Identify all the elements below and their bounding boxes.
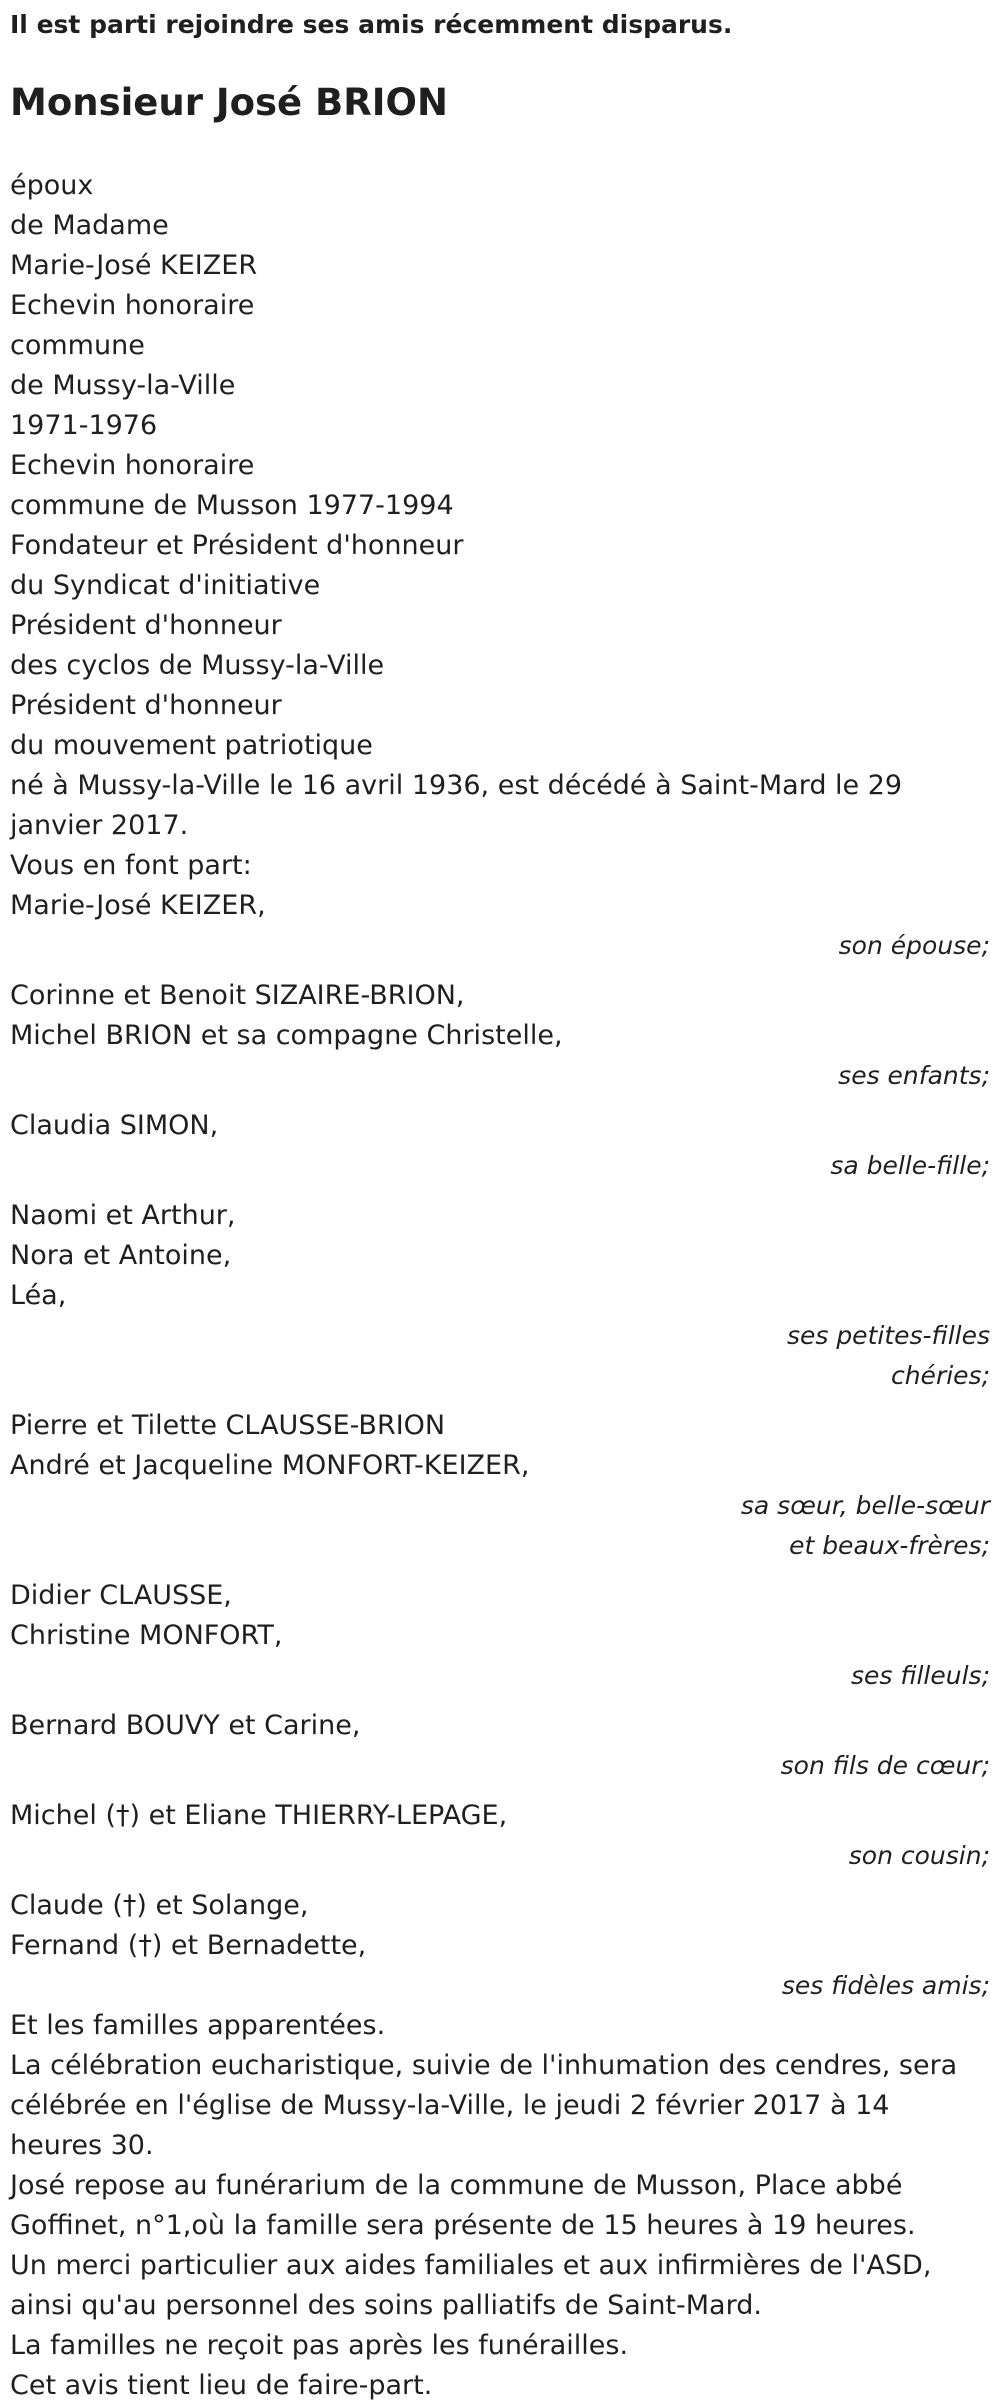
funerarium-text: José repose au funérarium de la commune de Musson, Place abbé Goffinet, n°1,où la famille sera présente de 15 heures à 19 heures. <box>10 2170 916 2241</box>
family-relation: ses petites-filles <box>786 1321 990 1350</box>
family-relation: et beaux-frères; <box>789 1531 990 1560</box>
family-group <box>10 1106 990 1186</box>
title-line: Marie-José KEIZER <box>10 250 258 281</box>
family-relation: ses enfants; <box>838 1061 990 1090</box>
family-name: Didier CLAUSSE, <box>10 1580 232 1611</box>
family-name: Claude (†) et Solange, <box>10 1890 309 1921</box>
title-line: de Mussy-la-Ville <box>10 370 236 401</box>
title-line: de Madame <box>10 210 169 241</box>
title-line: époux <box>10 170 94 201</box>
thanks-text: Un merci particulier aux aides familiales et aux infirmières de l'ASD, ainsi qu'au personnel des soins palliatifs de Saint-Mard. <box>10 2250 932 2321</box>
no-reception-text: La familles ne reçoit pas après les funérailles. <box>10 2330 629 2361</box>
family-group <box>10 1406 990 1566</box>
title-line: 1971-1976 <box>10 410 158 441</box>
family-name: Claudia SIMON, <box>10 1110 219 1141</box>
family-name: Nora et Antoine, <box>10 1240 232 1271</box>
family-relation: son cousin; <box>848 1841 990 1870</box>
family-relation: son fils de cœur; <box>780 1751 990 1780</box>
family-relation: sa belle-fille; <box>830 1151 990 1180</box>
notice-text: Cet avis tient lieu de faire-part. <box>10 2370 433 2401</box>
title-line: des cyclos de Mussy-la-Ville <box>10 650 385 681</box>
family-group <box>10 1576 990 1696</box>
title-line: Echevin honoraire <box>10 290 255 321</box>
title-line: commune <box>10 330 145 361</box>
families-text: Et les familles apparentées. <box>10 2010 386 2041</box>
family-name: Corinne et Benoit SIZAIRE-BRION, <box>10 980 465 1011</box>
family-group <box>10 1796 990 1876</box>
family-name: Bernard BOUVY et Carine, <box>10 1710 361 1741</box>
title-line: du Syndicat d'initiative <box>10 570 321 601</box>
family-group <box>10 1706 990 1786</box>
family-name: André et Jacqueline MONFORT-KEIZER, <box>10 1450 530 1481</box>
family-list <box>10 886 990 2006</box>
family-name: Michel BRION et sa compagne Christelle, <box>10 1020 563 1051</box>
title-line: Echevin honoraire <box>10 450 255 481</box>
family-name: Michel (†) et Eliane THIERRY-LEPAGE, <box>10 1800 508 1831</box>
title-line: Président d'honneur <box>10 690 282 721</box>
birth-death-text: né à Mussy-la-Ville le 16 avril 1936, est décédé à Saint-Mard le 29 janvier 2017. <box>10 770 903 841</box>
family-name: Christine MONFORT, <box>10 1620 283 1651</box>
family-relation: sa sœur, belle-sœur <box>740 1491 990 1520</box>
title-line: du mouvement patriotique <box>10 730 373 761</box>
intro-text: Il est parti rejoindre ses amis récemment disparus. <box>10 10 733 39</box>
titles-list <box>10 166 990 766</box>
family-relation: chéries; <box>890 1361 990 1390</box>
deceased-name: Monsieur José BRION <box>10 81 448 124</box>
title-line: Fondateur et Président d'honneur <box>10 530 464 561</box>
announce-label: Vous en font part: <box>10 850 252 881</box>
celebration-text: La célébration eucharistique, suivie de l'inhumation des cendres, sera célébrée en l'église de Mussy-la-Ville, le jeudi 2 février 2017 à 14 heures 30. <box>10 2050 958 2161</box>
family-name: Naomi et Arthur, <box>10 1200 236 1231</box>
family-group <box>10 976 990 1096</box>
title-line: Président d'honneur <box>10 610 282 641</box>
family-group <box>10 1196 990 1396</box>
family-relation: son épouse; <box>838 931 990 960</box>
family-name: Marie-José KEIZER, <box>10 890 266 921</box>
title-line: commune de Musson 1977-1994 <box>10 490 454 521</box>
family-relation: ses filleuls; <box>850 1661 990 1690</box>
family-relation: ses fidèles amis; <box>781 1971 990 2000</box>
family-name: Pierre et Tilette CLAUSSE-BRION <box>10 1410 446 1441</box>
family-group <box>10 1886 990 2006</box>
family-name: Léa, <box>10 1280 67 1311</box>
family-group <box>10 886 990 966</box>
family-name: Fernand (†) et Bernadette, <box>10 1930 367 1961</box>
